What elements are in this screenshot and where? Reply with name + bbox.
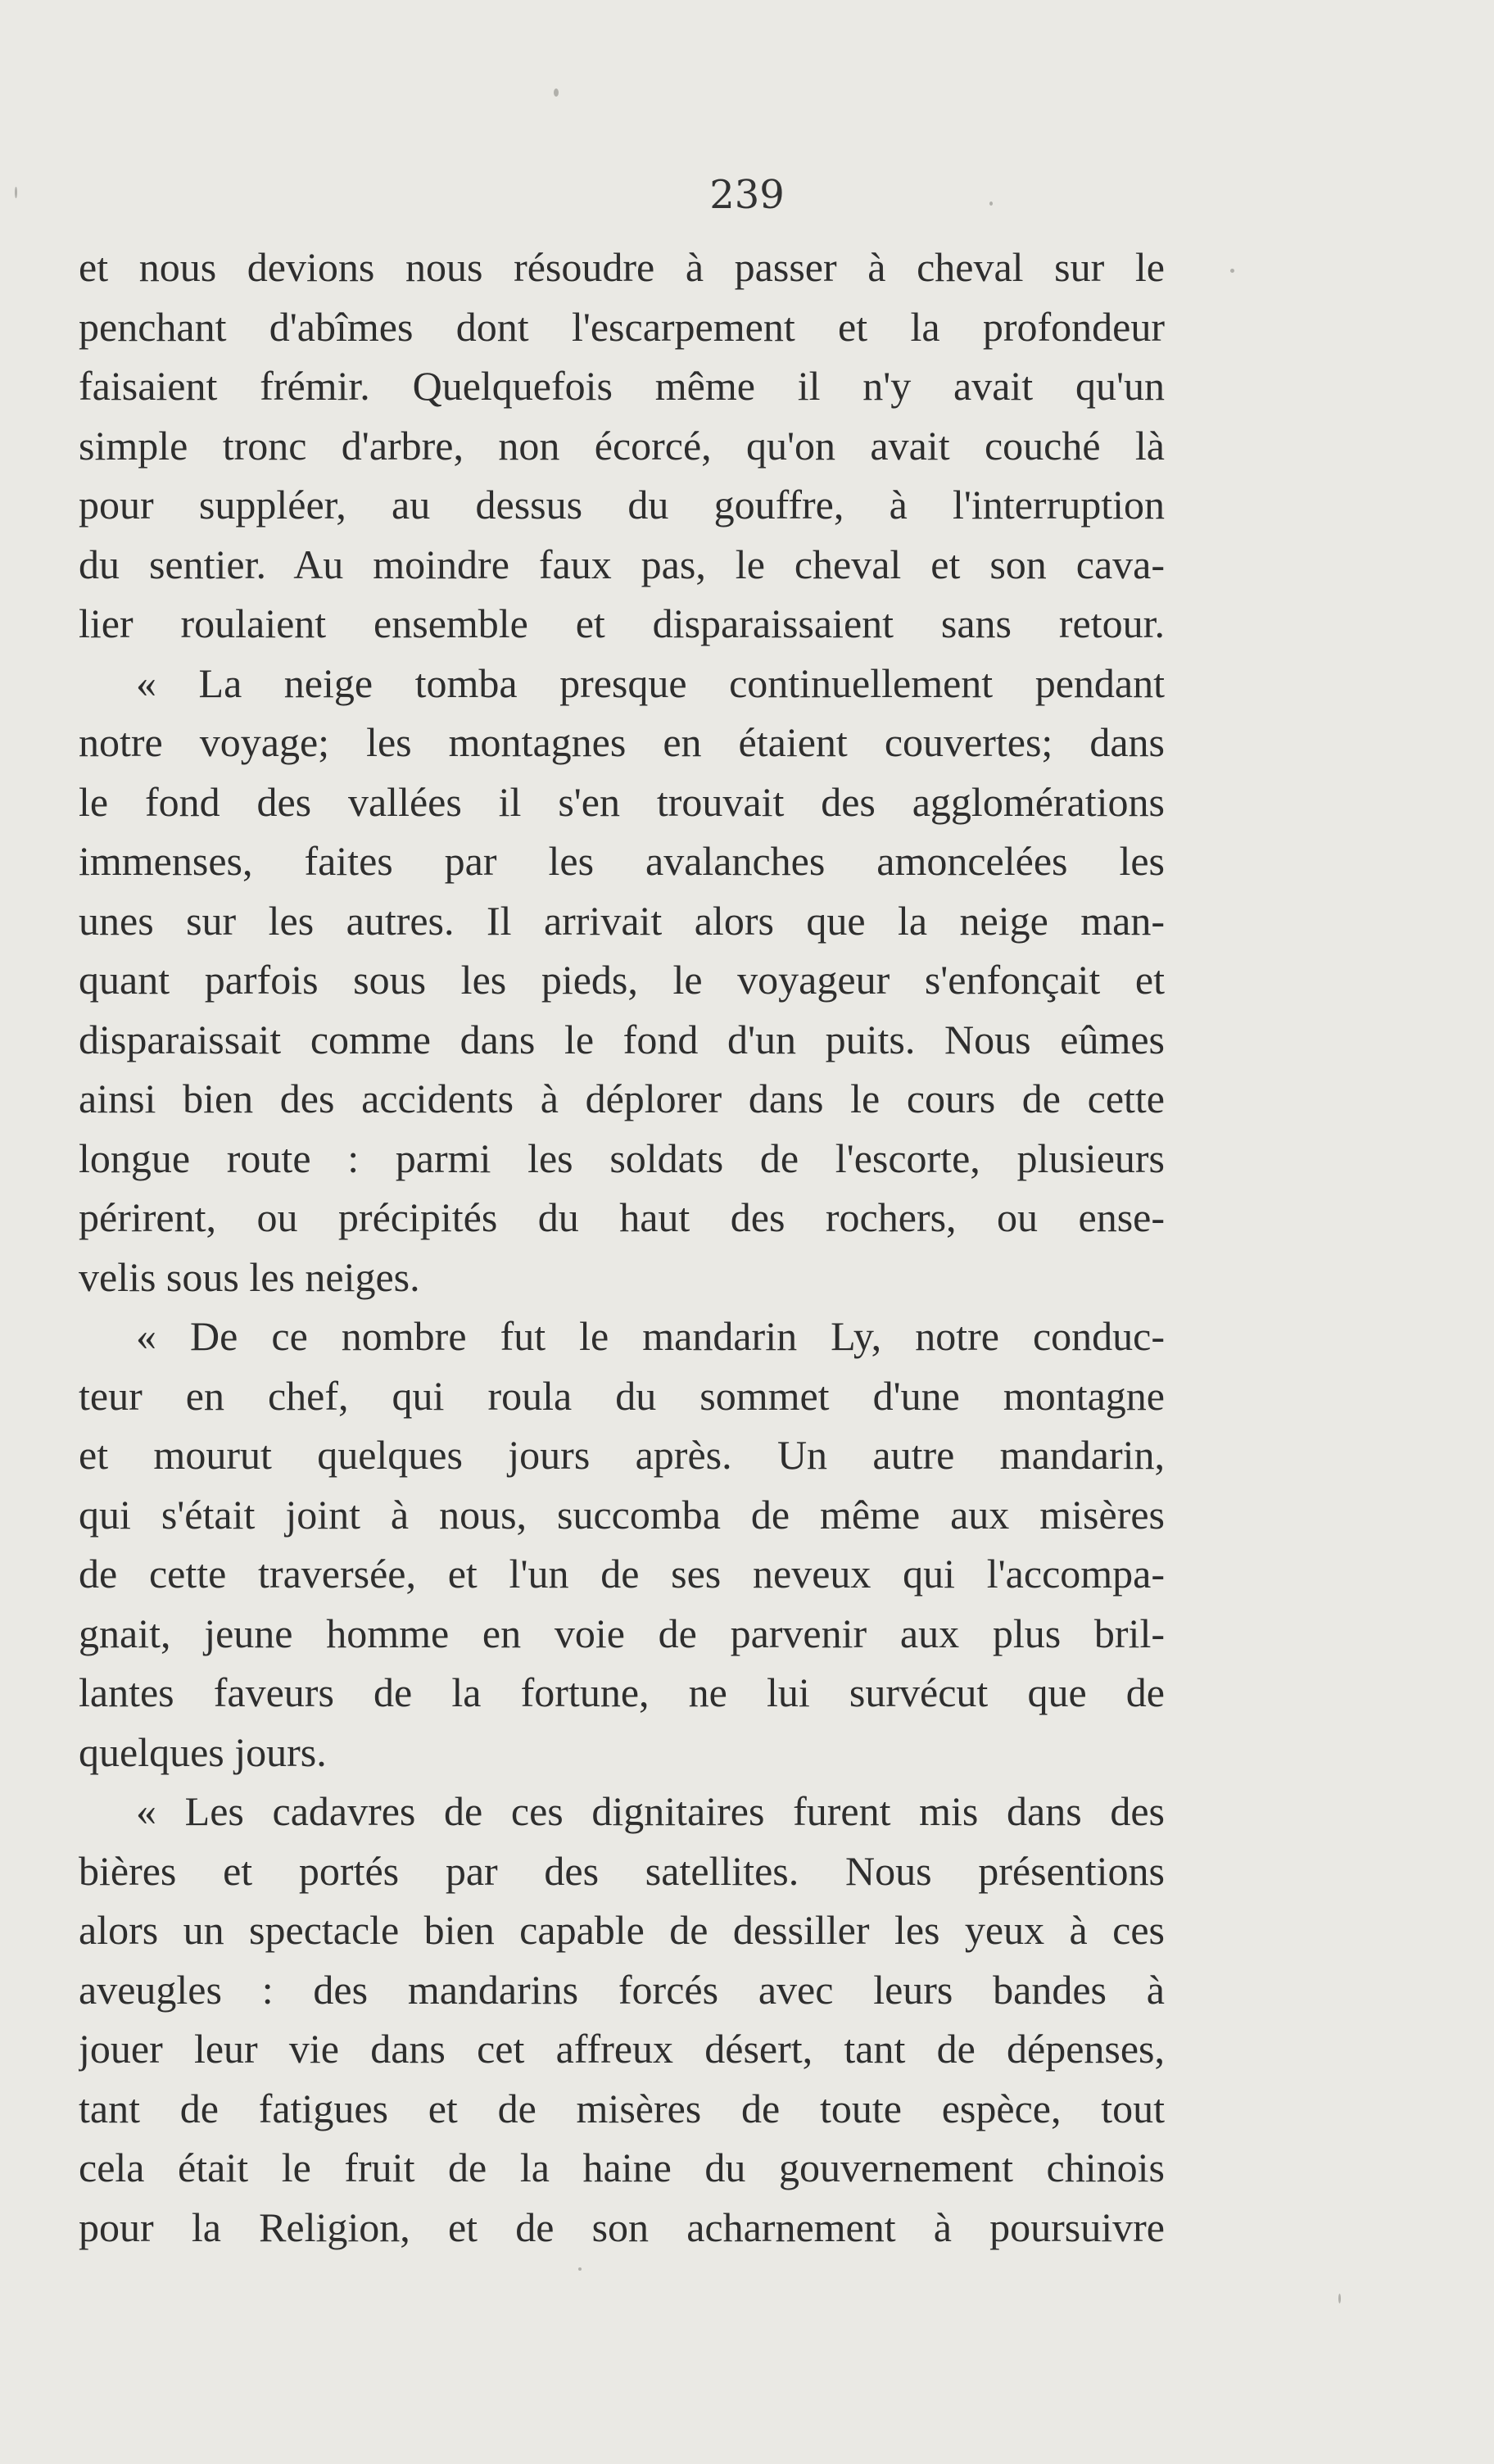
- text-line: notre voyage; les montagnes en étaient couvertes; dans: [79, 719, 1165, 765]
- text-line: velis sous les neiges.: [79, 1253, 420, 1300]
- text-line: alors un spectacle bien capable de dessiller les yeux à ces: [79, 1907, 1165, 1953]
- text-line: lantes faveurs de la fortune, ne lui survécut que de: [79, 1669, 1165, 1715]
- page-number: 239: [709, 172, 785, 218]
- text-line: gnait, jeune homme en voie de parvenir aux plus bril-: [79, 1610, 1165, 1656]
- text-line: « De ce nombre fut le mandarin Ly, notre conduc-: [136, 1313, 1165, 1359]
- text-line: bières et portés par des satellites. Nous présentions: [79, 1847, 1165, 1894]
- text-line: pour suppléer, au dessus du gouffre, à l'interruption: [79, 482, 1165, 528]
- paper-speck: [1230, 269, 1234, 273]
- text-line: et mourut quelques jours après. Un autre mandarin,: [79, 1432, 1165, 1478]
- text-line: et nous devions nous résoudre à passer à cheval sur le: [79, 244, 1165, 290]
- text-line: périrent, ou précipités du haut des rochers, ou ense-: [79, 1194, 1165, 1240]
- text-line: tant de fatigues et de misères de toute espèce, tout: [79, 2085, 1165, 2131]
- text-line: disparaissait comme dans le fond d'un puits. Nous eûmes: [79, 1016, 1165, 1062]
- text-line: qui s'était joint à nous, succomba de même aux misères: [79, 1491, 1165, 1538]
- text-line: penchant d'abîmes dont l'escarpement et la profondeur: [79, 303, 1165, 350]
- text-line: le fond des vallées il s'en trouvait des agglomérations: [79, 778, 1165, 825]
- text-line: simple tronc d'arbre, non écorcé, qu'on avait couché là: [79, 422, 1165, 469]
- text-line: cela était le fruit de la haine du gouvernement chinois: [79, 2145, 1165, 2190]
- text-line: du sentier. Au moindre faux pas, le cheval et son cava-: [79, 541, 1165, 587]
- body-text: [79, 238, 1165, 2257]
- text-line: pour la Religion, et de son acharnement à poursuivre: [79, 2204, 1165, 2250]
- text-line: aveugles : des mandarins forcés avec leurs bandes à: [79, 1966, 1165, 2013]
- text-line: longue route : parmi les soldats de l'escorte, plusieurs: [79, 1135, 1165, 1181]
- text-line: unes sur les autres. Il arrivait alors que la neige man-: [79, 897, 1165, 944]
- text-line: « Les cadavres de ces dignitaires furent mis dans des: [136, 1788, 1165, 1834]
- text-line: ainsi bien des accidents à déplorer dans le cours de cette: [79, 1076, 1165, 1121]
- text-line: immenses, faites par les avalanches amoncelées les: [79, 838, 1165, 884]
- text-line: « La neige tomba presque continuellement pendant: [136, 659, 1165, 706]
- text-line: teur en chef, qui roula du sommet d'une montagne: [79, 1372, 1165, 1419]
- paper-speck: [554, 88, 559, 97]
- text-line: de cette traversée, et l'un de ses neveux qui l'accompa-: [79, 1551, 1165, 1597]
- text-line: faisaient frémir. Quelquefois même il n'y avait qu'un: [79, 363, 1165, 409]
- text-line: quelques jours.: [79, 1728, 327, 1775]
- text-line: jouer leur vie dans cet affreux désert, tant de dépenses,: [79, 2026, 1165, 2072]
- paper-speck: [1338, 2294, 1341, 2303]
- text-line: quant parfois sous les pieds, le voyageur s'enfonçait et: [79, 957, 1165, 1003]
- paper-speck: [578, 2267, 582, 2271]
- text-line: lier roulaient ensemble et disparaissaient sans retour.: [79, 600, 1165, 646]
